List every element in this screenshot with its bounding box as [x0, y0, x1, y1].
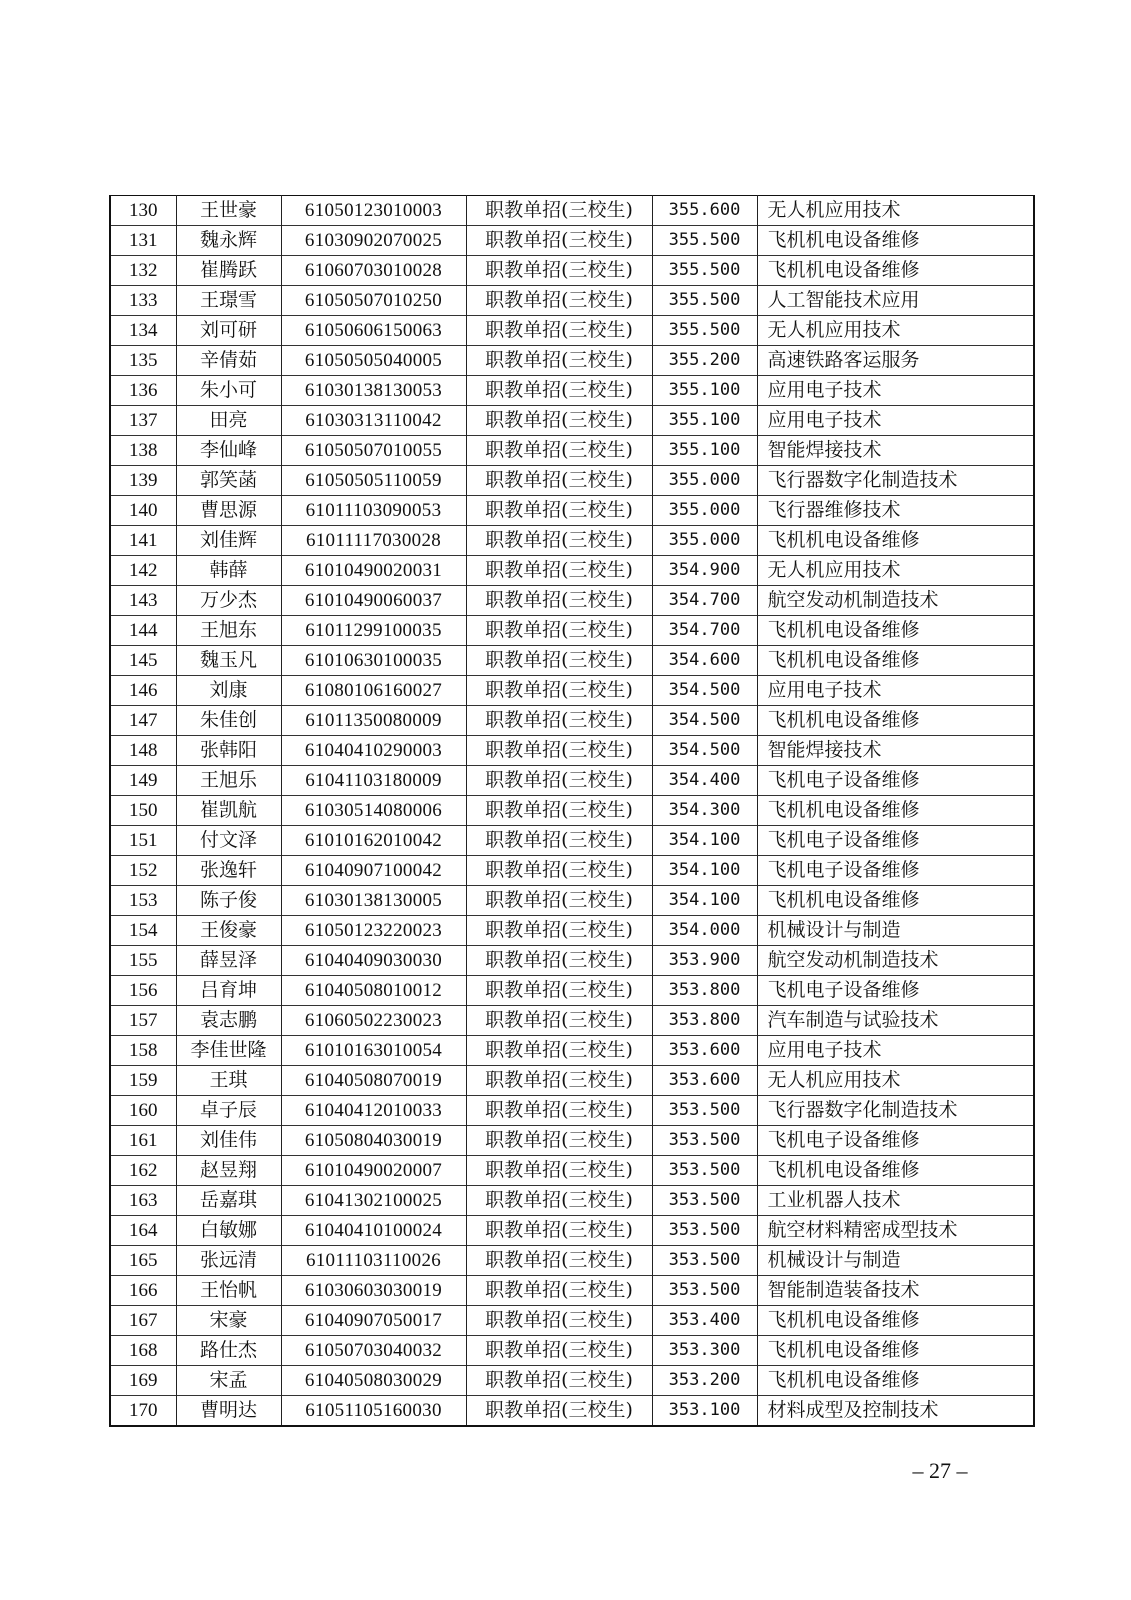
exam-id-cell: 61010490020007 — [281, 1156, 466, 1186]
student-name-cell: 路仕杰 — [176, 1336, 281, 1366]
admission-type-cell: 职教单招(三校生) — [466, 826, 652, 856]
score-cell: 355.600 — [652, 196, 757, 226]
student-name-cell: 王旭乐 — [176, 766, 281, 796]
row-number-cell: 138 — [110, 436, 176, 466]
row-number-cell: 160 — [110, 1096, 176, 1126]
student-name-cell: 朱小可 — [176, 376, 281, 406]
student-name-cell: 王世豪 — [176, 196, 281, 226]
exam-id-cell: 61040907100042 — [281, 856, 466, 886]
exam-id-cell: 61050123010003 — [281, 196, 466, 226]
row-number-cell: 143 — [110, 586, 176, 616]
student-name-cell: 宋豪 — [176, 1306, 281, 1336]
table-row — [110, 556, 1034, 586]
exam-id-cell: 61050507010055 — [281, 436, 466, 466]
table-row — [110, 796, 1034, 826]
score-cell: 353.300 — [652, 1336, 757, 1366]
row-number-cell: 153 — [110, 886, 176, 916]
major-cell: 飞机机电设备维修 — [757, 1306, 1034, 1336]
major-cell: 智能焊接技术 — [757, 436, 1034, 466]
score-cell: 354.500 — [652, 706, 757, 736]
row-number-cell: 162 — [110, 1156, 176, 1186]
score-cell: 355.100 — [652, 376, 757, 406]
student-name-cell: 王旭东 — [176, 616, 281, 646]
student-name-cell: 薛昱泽 — [176, 946, 281, 976]
major-cell: 飞机电子设备维修 — [757, 976, 1034, 1006]
admission-type-cell: 职教单招(三校生) — [466, 736, 652, 766]
row-number-cell: 142 — [110, 556, 176, 586]
score-cell: 353.900 — [652, 946, 757, 976]
row-number-cell: 152 — [110, 856, 176, 886]
table-row — [110, 1006, 1034, 1036]
table-row — [110, 286, 1034, 316]
row-number-cell: 159 — [110, 1066, 176, 1096]
admission-type-cell: 职教单招(三校生) — [466, 1336, 652, 1366]
admission-table — [109, 195, 1035, 1427]
table-row — [110, 1396, 1034, 1427]
student-name-cell: 张远清 — [176, 1246, 281, 1276]
admission-type-cell: 职教单招(三校生) — [466, 1096, 652, 1126]
admission-type-cell: 职教单招(三校生) — [466, 256, 652, 286]
table-row — [110, 1156, 1034, 1186]
score-cell: 355.500 — [652, 226, 757, 256]
student-name-cell: 韩薛 — [176, 556, 281, 586]
table-row — [110, 196, 1034, 226]
table-row — [110, 1036, 1034, 1066]
student-name-cell: 魏永辉 — [176, 226, 281, 256]
student-name-cell: 曹思源 — [176, 496, 281, 526]
score-cell: 355.500 — [652, 256, 757, 286]
row-number-cell: 146 — [110, 676, 176, 706]
score-cell: 353.500 — [652, 1156, 757, 1186]
exam-id-cell: 61050123220023 — [281, 916, 466, 946]
major-cell: 飞机电子设备维修 — [757, 856, 1034, 886]
table-row — [110, 1276, 1034, 1306]
row-number-cell: 161 — [110, 1126, 176, 1156]
row-number-cell: 131 — [110, 226, 176, 256]
exam-id-cell: 61030138130053 — [281, 376, 466, 406]
table-row — [110, 226, 1034, 256]
row-number-cell: 140 — [110, 496, 176, 526]
score-cell: 354.400 — [652, 766, 757, 796]
student-name-cell: 卓子辰 — [176, 1096, 281, 1126]
admission-type-cell: 职教单招(三校生) — [466, 1366, 652, 1396]
student-name-cell: 袁志鹏 — [176, 1006, 281, 1036]
student-name-cell: 刘可研 — [176, 316, 281, 346]
exam-id-cell: 61050606150063 — [281, 316, 466, 346]
table-row — [110, 826, 1034, 856]
admission-type-cell: 职教单招(三校生) — [466, 586, 652, 616]
score-cell: 353.500 — [652, 1186, 757, 1216]
major-cell: 飞行器数字化制造技术 — [757, 1096, 1034, 1126]
exam-id-cell: 61040508010012 — [281, 976, 466, 1006]
row-number-cell: 145 — [110, 646, 176, 676]
major-cell: 机械设计与制造 — [757, 916, 1034, 946]
row-number-cell: 147 — [110, 706, 176, 736]
student-name-cell: 万少杰 — [176, 586, 281, 616]
row-number-cell: 164 — [110, 1216, 176, 1246]
student-name-cell: 崔凯航 — [176, 796, 281, 826]
exam-id-cell: 61030603030019 — [281, 1276, 466, 1306]
admission-type-cell: 职教单招(三校生) — [466, 1216, 652, 1246]
table-row — [110, 1186, 1034, 1216]
score-cell: 353.100 — [652, 1396, 757, 1427]
admission-type-cell: 职教单招(三校生) — [466, 766, 652, 796]
table-row — [110, 616, 1034, 646]
row-number-cell: 169 — [110, 1366, 176, 1396]
row-number-cell: 157 — [110, 1006, 176, 1036]
exam-id-cell: 61050505040005 — [281, 346, 466, 376]
admission-type-cell: 职教单招(三校生) — [466, 316, 652, 346]
major-cell: 飞机机电设备维修 — [757, 1336, 1034, 1366]
score-cell: 355.000 — [652, 466, 757, 496]
major-cell: 应用电子技术 — [757, 406, 1034, 436]
exam-id-cell: 61011117030028 — [281, 526, 466, 556]
table-row — [110, 1366, 1034, 1396]
score-cell: 354.100 — [652, 826, 757, 856]
table-row — [110, 1096, 1034, 1126]
table-row — [110, 706, 1034, 736]
major-cell: 飞机机电设备维修 — [757, 616, 1034, 646]
admission-type-cell: 职教单招(三校生) — [466, 466, 652, 496]
page-number: – 27 – — [912, 1458, 968, 1483]
row-number-cell: 170 — [110, 1396, 176, 1427]
student-name-cell: 张韩阳 — [176, 736, 281, 766]
admission-type-cell: 职教单招(三校生) — [466, 1126, 652, 1156]
admission-type-cell: 职教单招(三校生) — [466, 496, 652, 526]
exam-id-cell: 61041103180009 — [281, 766, 466, 796]
major-cell: 飞机机电设备维修 — [757, 706, 1034, 736]
row-number-cell: 141 — [110, 526, 176, 556]
student-name-cell: 李仙峰 — [176, 436, 281, 466]
table-row — [110, 766, 1034, 796]
major-cell: 工业机器人技术 — [757, 1186, 1034, 1216]
exam-id-cell: 61010490060037 — [281, 586, 466, 616]
exam-id-cell: 61040508030029 — [281, 1366, 466, 1396]
score-cell: 353.500 — [652, 1126, 757, 1156]
student-name-cell: 付文泽 — [176, 826, 281, 856]
student-name-cell: 岳嘉琪 — [176, 1186, 281, 1216]
exam-id-cell: 61080106160027 — [281, 676, 466, 706]
student-name-cell: 刘佳伟 — [176, 1126, 281, 1156]
exam-id-cell: 61030514080006 — [281, 796, 466, 826]
row-number-cell: 130 — [110, 196, 176, 226]
exam-id-cell: 61010163010054 — [281, 1036, 466, 1066]
score-cell: 355.100 — [652, 436, 757, 466]
table-row — [110, 406, 1034, 436]
score-cell: 353.500 — [652, 1276, 757, 1306]
exam-id-cell: 61011350080009 — [281, 706, 466, 736]
score-cell: 354.500 — [652, 736, 757, 766]
major-cell: 飞机机电设备维修 — [757, 526, 1034, 556]
major-cell: 飞机机电设备维修 — [757, 796, 1034, 826]
score-cell: 354.500 — [652, 676, 757, 706]
score-cell: 353.600 — [652, 1036, 757, 1066]
student-name-cell: 郭笑菡 — [176, 466, 281, 496]
table-row — [110, 856, 1034, 886]
row-number-cell: 132 — [110, 256, 176, 286]
admission-type-cell: 职教单招(三校生) — [466, 646, 652, 676]
student-name-cell: 李佳世隆 — [176, 1036, 281, 1066]
score-cell: 354.700 — [652, 586, 757, 616]
exam-id-cell: 61060703010028 — [281, 256, 466, 286]
student-name-cell: 朱佳创 — [176, 706, 281, 736]
admission-type-cell: 职教单招(三校生) — [466, 976, 652, 1006]
score-cell: 353.500 — [652, 1246, 757, 1276]
exam-id-cell: 61030138130005 — [281, 886, 466, 916]
admission-type-cell: 职教单招(三校生) — [466, 916, 652, 946]
student-name-cell: 陈子俊 — [176, 886, 281, 916]
row-number-cell: 158 — [110, 1036, 176, 1066]
table-row — [110, 1066, 1034, 1096]
row-number-cell: 168 — [110, 1336, 176, 1366]
score-cell: 355.000 — [652, 496, 757, 526]
row-number-cell: 155 — [110, 946, 176, 976]
table-row — [110, 316, 1034, 346]
table-row — [110, 736, 1034, 766]
student-name-cell: 田亮 — [176, 406, 281, 436]
major-cell: 飞机机电设备维修 — [757, 256, 1034, 286]
student-name-cell: 白敏娜 — [176, 1216, 281, 1246]
exam-id-cell: 61040508070019 — [281, 1066, 466, 1096]
table-row — [110, 916, 1034, 946]
table-row — [110, 886, 1034, 916]
score-cell: 353.400 — [652, 1306, 757, 1336]
major-cell: 飞机机电设备维修 — [757, 1156, 1034, 1186]
table-row — [110, 256, 1034, 286]
admission-type-cell: 职教单招(三校生) — [466, 1396, 652, 1427]
student-name-cell: 辛倩茹 — [176, 346, 281, 376]
major-cell: 飞机电子设备维修 — [757, 826, 1034, 856]
row-number-cell: 149 — [110, 766, 176, 796]
table-row — [110, 466, 1034, 496]
student-name-cell: 吕育坤 — [176, 976, 281, 1006]
score-cell: 354.100 — [652, 886, 757, 916]
student-name-cell: 王俊豪 — [176, 916, 281, 946]
major-cell: 航空发动机制造技术 — [757, 586, 1034, 616]
student-name-cell: 张逸轩 — [176, 856, 281, 886]
score-cell: 355.000 — [652, 526, 757, 556]
exam-id-cell: 61040907050017 — [281, 1306, 466, 1336]
admission-type-cell: 职教单招(三校生) — [466, 946, 652, 976]
row-number-cell: 166 — [110, 1276, 176, 1306]
exam-id-cell: 61030902070025 — [281, 226, 466, 256]
row-number-cell: 150 — [110, 796, 176, 826]
admission-type-cell: 职教单招(三校生) — [466, 1006, 652, 1036]
exam-id-cell: 61050804030019 — [281, 1126, 466, 1156]
table-row — [110, 586, 1034, 616]
student-name-cell: 王璟雪 — [176, 286, 281, 316]
admission-type-cell: 职教单招(三校生) — [466, 436, 652, 466]
row-number-cell: 151 — [110, 826, 176, 856]
admission-type-cell: 职教单招(三校生) — [466, 706, 652, 736]
student-name-cell: 崔腾跃 — [176, 256, 281, 286]
table-row — [110, 976, 1034, 1006]
score-cell: 353.500 — [652, 1096, 757, 1126]
student-name-cell: 刘佳辉 — [176, 526, 281, 556]
exam-id-cell: 61011103090053 — [281, 496, 466, 526]
score-cell: 355.100 — [652, 406, 757, 436]
major-cell: 飞行器数字化制造技术 — [757, 466, 1034, 496]
major-cell: 应用电子技术 — [757, 676, 1034, 706]
major-cell: 应用电子技术 — [757, 1036, 1034, 1066]
exam-id-cell: 61040410100024 — [281, 1216, 466, 1246]
score-cell: 354.100 — [652, 856, 757, 886]
row-number-cell: 144 — [110, 616, 176, 646]
admission-type-cell: 职教单招(三校生) — [466, 1186, 652, 1216]
score-cell: 353.800 — [652, 976, 757, 1006]
admission-type-cell: 职教单招(三校生) — [466, 1066, 652, 1096]
admission-type-cell: 职教单招(三校生) — [466, 346, 652, 376]
major-cell: 航空材料精密成型技术 — [757, 1216, 1034, 1246]
major-cell: 高速铁路客运服务 — [757, 346, 1034, 376]
exam-id-cell: 61050505110059 — [281, 466, 466, 496]
score-cell: 355.200 — [652, 346, 757, 376]
student-name-cell: 王怡帆 — [176, 1276, 281, 1306]
major-cell: 飞行器维修技术 — [757, 496, 1034, 526]
row-number-cell: 154 — [110, 916, 176, 946]
admission-type-cell: 职教单招(三校生) — [466, 676, 652, 706]
student-name-cell: 宋孟 — [176, 1366, 281, 1396]
major-cell: 航空发动机制造技术 — [757, 946, 1034, 976]
table-row — [110, 1306, 1034, 1336]
exam-id-cell: 61040409030030 — [281, 946, 466, 976]
exam-id-cell: 61050507010250 — [281, 286, 466, 316]
table-row — [110, 436, 1034, 466]
table-row — [110, 676, 1034, 706]
score-cell: 355.500 — [652, 286, 757, 316]
row-number-cell: 156 — [110, 976, 176, 1006]
table-row — [110, 646, 1034, 676]
table-row — [110, 496, 1034, 526]
score-cell: 353.500 — [652, 1216, 757, 1246]
major-cell: 汽车制造与试验技术 — [757, 1006, 1034, 1036]
major-cell: 智能制造装备技术 — [757, 1276, 1034, 1306]
row-number-cell: 135 — [110, 346, 176, 376]
major-cell: 无人机应用技术 — [757, 196, 1034, 226]
table-row — [110, 526, 1034, 556]
major-cell: 无人机应用技术 — [757, 316, 1034, 346]
student-name-cell: 刘康 — [176, 676, 281, 706]
student-name-cell: 魏玉凡 — [176, 646, 281, 676]
admission-type-cell: 职教单招(三校生) — [466, 1156, 652, 1186]
admission-type-cell: 职教单招(三校生) — [466, 1246, 652, 1276]
admission-type-cell: 职教单招(三校生) — [466, 616, 652, 646]
admission-type-cell: 职教单招(三校生) — [466, 886, 652, 916]
score-cell: 354.000 — [652, 916, 757, 946]
exam-id-cell: 61041302100025 — [281, 1186, 466, 1216]
row-number-cell: 148 — [110, 736, 176, 766]
exam-id-cell: 61010162010042 — [281, 826, 466, 856]
major-cell: 无人机应用技术 — [757, 1066, 1034, 1096]
major-cell: 飞机机电设备维修 — [757, 646, 1034, 676]
row-number-cell: 139 — [110, 466, 176, 496]
major-cell: 飞机机电设备维修 — [757, 226, 1034, 256]
major-cell: 飞机机电设备维修 — [757, 886, 1034, 916]
admission-type-cell: 职教单招(三校生) — [466, 1036, 652, 1066]
score-cell: 355.500 — [652, 316, 757, 346]
major-cell: 无人机应用技术 — [757, 556, 1034, 586]
table-row — [110, 1126, 1034, 1156]
score-cell: 354.700 — [652, 616, 757, 646]
admission-type-cell: 职教单招(三校生) — [466, 556, 652, 586]
row-number-cell: 133 — [110, 286, 176, 316]
admission-type-cell: 职教单招(三校生) — [466, 1276, 652, 1306]
exam-id-cell: 61040412010033 — [281, 1096, 466, 1126]
exam-id-cell: 61030313110042 — [281, 406, 466, 436]
admission-type-cell: 职教单招(三校生) — [466, 796, 652, 826]
table-row — [110, 376, 1034, 406]
major-cell: 应用电子技术 — [757, 376, 1034, 406]
student-name-cell: 曹明达 — [176, 1396, 281, 1427]
row-number-cell: 137 — [110, 406, 176, 436]
score-cell: 353.800 — [652, 1006, 757, 1036]
major-cell: 智能焊接技术 — [757, 736, 1034, 766]
table-row — [110, 946, 1034, 976]
exam-id-cell: 61051105160030 — [281, 1396, 466, 1427]
score-cell: 354.600 — [652, 646, 757, 676]
score-cell: 353.600 — [652, 1066, 757, 1096]
admission-type-cell: 职教单招(三校生) — [466, 376, 652, 406]
exam-id-cell: 61010630100035 — [281, 646, 466, 676]
exam-id-cell: 61010490020031 — [281, 556, 466, 586]
row-number-cell: 165 — [110, 1246, 176, 1276]
admission-type-cell: 职教单招(三校生) — [466, 226, 652, 256]
admission-table-body — [110, 196, 1034, 1427]
exam-id-cell: 61011103110026 — [281, 1246, 466, 1276]
table-row — [110, 1246, 1034, 1276]
exam-id-cell: 61050703040032 — [281, 1336, 466, 1366]
major-cell: 机械设计与制造 — [757, 1246, 1034, 1276]
admission-type-cell: 职教单招(三校生) — [466, 286, 652, 316]
admission-type-cell: 职教单招(三校生) — [466, 856, 652, 886]
student-name-cell: 赵昱翔 — [176, 1156, 281, 1186]
admission-type-cell: 职教单招(三校生) — [466, 526, 652, 556]
exam-id-cell: 61040410290003 — [281, 736, 466, 766]
score-cell: 354.900 — [652, 556, 757, 586]
major-cell: 飞机电子设备维修 — [757, 766, 1034, 796]
score-cell: 354.300 — [652, 796, 757, 826]
admission-type-cell: 职教单招(三校生) — [466, 1306, 652, 1336]
admission-type-cell: 职教单招(三校生) — [466, 406, 652, 436]
table-row — [110, 346, 1034, 376]
exam-id-cell: 61060502230023 — [281, 1006, 466, 1036]
major-cell: 人工智能技术应用 — [757, 286, 1034, 316]
row-number-cell: 163 — [110, 1186, 176, 1216]
table-row — [110, 1336, 1034, 1366]
row-number-cell: 167 — [110, 1306, 176, 1336]
major-cell: 飞机机电设备维修 — [757, 1366, 1034, 1396]
score-cell: 353.200 — [652, 1366, 757, 1396]
student-name-cell: 王琪 — [176, 1066, 281, 1096]
admission-type-cell: 职教单招(三校生) — [466, 196, 652, 226]
major-cell: 材料成型及控制技术 — [757, 1396, 1034, 1427]
table-row — [110, 1216, 1034, 1246]
row-number-cell: 134 — [110, 316, 176, 346]
exam-id-cell: 61011299100035 — [281, 616, 466, 646]
row-number-cell: 136 — [110, 376, 176, 406]
major-cell: 飞机电子设备维修 — [757, 1126, 1034, 1156]
